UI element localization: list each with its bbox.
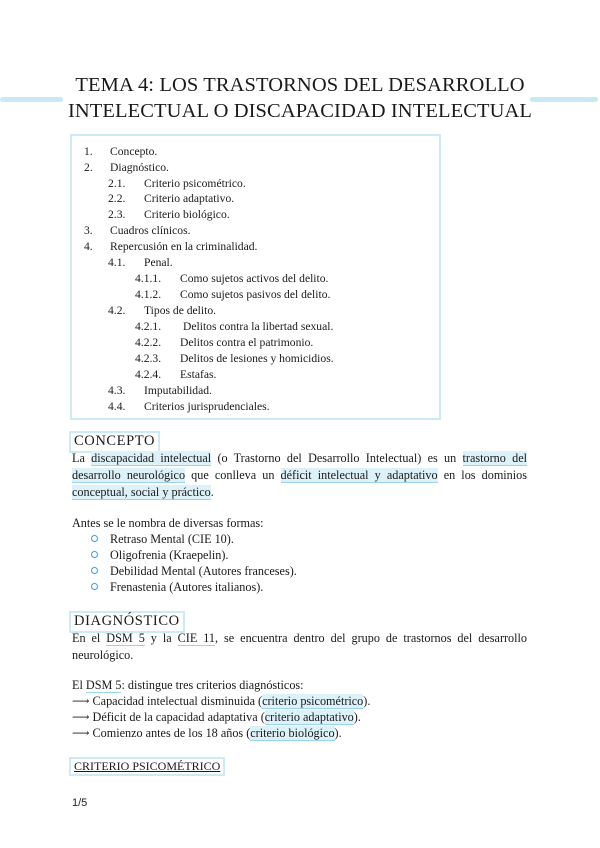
criterion-item: ⟶ Comienzo antes de los 18 años (criterio biológico).: [72, 726, 342, 740]
criterion-tag: criterio biológico: [250, 726, 335, 740]
page-title-line-1: TEMA 4: LOS TRASTORNOS DEL DESARROLLO: [75, 74, 525, 96]
page-number: 1/5: [72, 797, 88, 809]
term-link: DSM 5: [106, 631, 145, 645]
title-accent-left: [0, 97, 63, 102]
title-accent-right: [530, 97, 598, 102]
concepto-intro-text: Antes se le nombra de diversas formas:: [72, 516, 264, 530]
arrow-right-icon: ⟶: [72, 726, 90, 740]
term-link: CIE 11: [177, 631, 215, 645]
diagnostico-paragraph: En el DSM 5 y la CIE 11, se encuentra dentro del grupo de trastornos del desarrollo neurológico.: [72, 631, 528, 662]
title-block: [0, 68, 600, 128]
diagnostico-criteria-intro: El DSM 5: distingue tres criterios diagnósticos:: [72, 678, 304, 692]
circle-bullet-icon: [91, 535, 98, 542]
term-highlight: discapacidad intelectual: [91, 451, 212, 465]
table-of-contents: 1. Concepto. 2. Diagnóstico. 2.1. Criterio psicométrico. 2.2. Criterio adaptativo. 2.3. Criterio biológico. 3. Cuadros clínicos. 4. Repercusión en la criminalidad. 4.1. Penal. 4.1.1. Como sujetos activos del delito. 4.1.2. Como sujetos pasivos del delito. 4.2. Tipos de delito. 4.2.1. Delitos contra la libertad sexual. 4.2.2. Delitos contra el patrimonio. 4.2.3. Delitos de lesiones y homicidios. 4.2.4. Estafas. 4.3. Imputabilidad. 4.4. Criterios jurisprudenciales.: [70, 134, 441, 420]
document-page: TEMA 4: LOS TRASTORNOS DEL DESARROLLO INTELECTUAL O DISCAPACIDAD INTELECTUAL 1. Concepto. 2. Diagnóstico. 2.1. Criterio psicométrico. 2.2. Criterio adaptativo. 2.3. Criterio biológico. 3. Cuadros clínicos. 4. Repercusión en la criminalidad. 4.1. Penal. 4.1.1. Como sujetos activos del delito. 4.1.2. Como sujetos pasivos del delito. 4.2. Tipos de delito. 4.2.1. Delitos contra la libertad sexual. 4.2.2. Delitos contra el patrimonio. 4.2.3. Delitos de lesiones y homicidios. 4.2.4. Estafas. 4.3. Imputabilidad. 4.4. Criterios jurisprudenciales. CONCEPTO La discapacidad intelectual (o Trastorno del Desarrollo Intelectual) es un trastorno del desarrollo neurológico que conlleva un déficit intelectual y adaptativo en los dominios conceptual, social y práctico. Antes se le nombra de diversas formas: Retraso Mental (CIE 10). Oligofrenia (Kraepelin). Debilidad Mental (Autores franceses). Frenastenia (Autores italianos). DIAGNÓSTICO En el DSM 5 y la CIE 11, se encuentra dentro del grupo de trastornos del desarrollo neurológico. El DSM 5: distingue tres criterios diagnósticos: ⟶ Capacidad intelectual disminuida (criterio psicométrico). ⟶ Déficit de la capacidad adaptativa (criterio adaptativo). ⟶ Comienzo antes de los 18 años (criterio biológico). CRITERIO PSICOMÉTRICO 1/5: [0, 0, 600, 848]
circle-bullet-icon: [91, 551, 98, 558]
criterion-item: ⟶ Capacidad intelectual disminuida (criterio psicométrico).: [72, 694, 371, 708]
page-title-line-2: INTELECTUAL O DISCAPACIDAD INTELECTUAL: [67, 100, 533, 122]
term-link: DSM 5: [85, 678, 122, 692]
circle-bullet-icon: [91, 583, 98, 590]
criterion-item: ⟶ Déficit de la capacidad adaptativa (criterio adaptativo).: [72, 710, 361, 724]
term-highlight: trastorno del desarrollo neurológico: [72, 451, 528, 482]
section-heading-diagnostico: DIAGNÓSTICO: [69, 611, 185, 633]
section-heading-concepto: CONCEPTO: [69, 431, 160, 453]
concepto-paragraph: La discapacidad intelectual (o Trastorno del Desarrollo Intelectual) es un trastorno del desarrollo neurológico que conlleva un déficit intelectual y adaptativo en los dominios conceptual, social y práctico.: [72, 451, 528, 499]
criterion-tag: criterio adaptativo: [264, 710, 354, 724]
term-highlight: déficit intelectual y adaptativo: [280, 468, 438, 482]
arrow-right-icon: ⟶: [72, 710, 90, 724]
criterion-tag: criterio psicométrico: [262, 694, 364, 708]
arrow-right-icon: ⟶: [72, 694, 90, 708]
circle-bullet-icon: [91, 567, 98, 574]
term-highlight: conceptual, social y práctico: [72, 485, 211, 499]
section-heading-criterio-psicometrico: CRITERIO PSICOMÉTRICO: [69, 757, 225, 776]
